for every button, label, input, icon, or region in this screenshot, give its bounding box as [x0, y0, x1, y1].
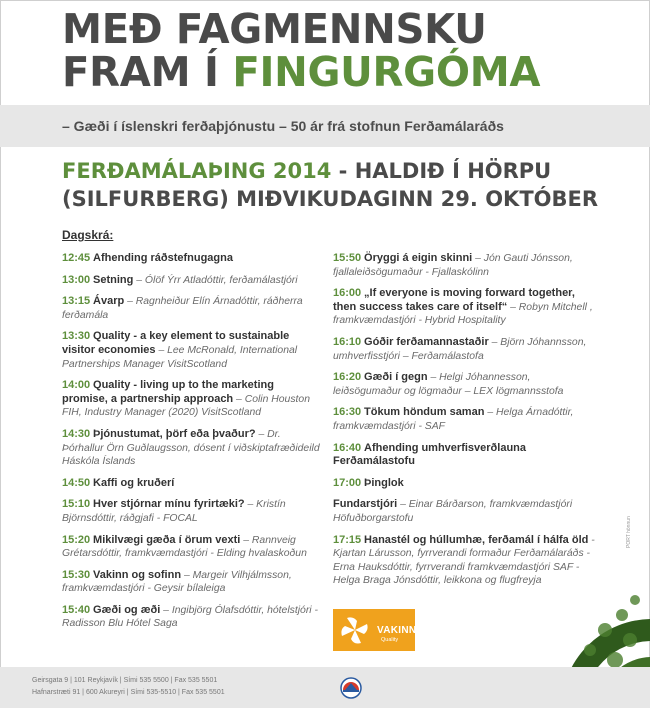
agenda-title: Kaffi og kruðerí: [93, 476, 175, 489]
agenda-item: [333, 252, 595, 279]
agenda-item: [62, 498, 320, 525]
agenda-time: 17:00: [333, 476, 362, 489]
agenda-speaker: – Colin Houston FIH, Industry Manager (2020) VisitScotland: [62, 393, 310, 419]
agenda-item: [62, 252, 320, 266]
agenda-time: 13:00: [62, 273, 91, 286]
agenda-speaker: – Ólöf Ýrr Atladóttir, ferðamálastjóri: [136, 274, 298, 286]
agenda-speaker: – Helgi Jóhannesson, leiðsögumaður og lögmaður – LEX lögmannsstofa: [333, 372, 564, 397]
title-line-2: [62, 48, 541, 96]
agenda-title: Afhending ráðstefnugagna: [93, 252, 233, 264]
agenda-item: [62, 428, 320, 469]
event-location-date: - HALDIÐ Í HÖRPU (SILFURBERG) MIÐVIKUDAGINN 29. OKTÓBER: [62, 159, 599, 211]
footer-address-akureyri: Hafnarstræti 91 | 600 Akureyri | Sími 535-5510 | Fax 535 5501: [32, 689, 225, 696]
agenda-label: Dagskrá:: [62, 228, 114, 242]
designer-credit: PORT hönnun: [626, 516, 632, 548]
agenda-time: 16:20: [333, 371, 362, 384]
agenda-left-column: [62, 252, 320, 639]
agenda-title: Gæði og æði: [93, 603, 161, 616]
agenda-speaker: – Kristín Björnsdóttir, ráðgjafi - FOCAL: [62, 499, 286, 524]
ferdamalastofa-emblem-icon: [340, 677, 362, 699]
agenda-speaker: – Ragnheiður Elín Árnadóttir, ráðherra ferðamála: [62, 296, 303, 321]
agenda-title: Hver stjórnar mínu fyrirtæki?: [93, 498, 245, 511]
title-line-2-prefix: FRAM Í: [62, 48, 233, 96]
agenda-item: [62, 330, 320, 371]
event-name: FERÐAMÁLAÞING 2014: [62, 159, 332, 183]
agenda-time: 13:30: [62, 330, 91, 343]
agenda-speaker: – Einar Bárðarson, framkvæmdastjóri Höfuðborgarstofu: [333, 499, 573, 524]
agenda-speaker: - Kjartan Lárusson, fyrrverandi formaður Ferðamálaráðs - Erna Hauksdóttir, fyrrverandi framkvæmdastjóri SAF - Helga Braga Jónsdóttir, leikkona og flugfreyja: [333, 534, 595, 587]
subtitle: – Gæði í íslenskri ferðaþjónustu – 50 ár frá stofnun Ferðamálaráðs: [62, 118, 504, 134]
agenda-item: [333, 534, 595, 588]
logo-sub: Quality: [381, 637, 399, 643]
agenda-title: Tökum höndum saman: [364, 406, 485, 419]
agenda-title: Góðir ferðamannastaðir: [364, 335, 489, 348]
agenda-item: [333, 406, 595, 433]
agenda-item: [62, 534, 320, 561]
agenda-time: 14:30: [62, 427, 91, 440]
agenda-item: [62, 604, 320, 631]
agenda-speaker: – Rannveig Grétarsdóttir, framkvæmdastjóri - Elding hvalaskoðun: [62, 534, 307, 560]
logo-name: VAKINN: [377, 625, 417, 636]
agenda-time: 16:00: [333, 287, 362, 300]
agenda-item: [62, 274, 320, 288]
agenda-item: [333, 371, 595, 398]
agenda-item: [333, 336, 595, 363]
agenda-title: Mikilvægi gæða í örum vexti: [93, 533, 241, 546]
agenda-item: [62, 295, 320, 322]
agenda-time: 16:30: [333, 406, 362, 419]
agenda-title: Hanastél og húllumhæ, ferðamál í hálfa öld: [364, 533, 589, 546]
agenda-time: 14:00: [62, 379, 91, 392]
agenda-speaker: – Ingibjörg Ólafsdóttir, hótelstjóri - Radisson Blu Hótel Saga: [62, 604, 318, 630]
subtitle-band: [0, 105, 650, 147]
agenda-title: Þjónustumat, þörf eða þvaður?: [93, 427, 256, 440]
agenda-title: Fundarstjóri: [333, 498, 398, 511]
agenda-time: 15:40: [62, 603, 91, 616]
agenda-item: [62, 477, 320, 491]
agenda-right-column: [333, 252, 595, 596]
title-line-2-highlight: FINGURGÓMA: [232, 48, 541, 96]
footer: [0, 667, 650, 708]
agenda-speaker: – Dr. Þórhallur Örn Guðlaugsson, dósent í viðskiptafræðideild Háskóla Íslands: [62, 428, 320, 468]
agenda-time: 15:20: [62, 533, 91, 546]
agenda-title: Öryggi á eigin skinni: [364, 252, 473, 264]
agenda-item: [333, 287, 595, 328]
agenda-speaker: – Robyn Mitchell , framkvæmdastjóri - Hybrid Hospitality: [333, 301, 593, 327]
agenda-time: 12:45: [62, 252, 91, 264]
agenda-time: 16:10: [333, 335, 362, 348]
agenda-title: Quality - a key element to sustainable visitor economies: [62, 330, 290, 356]
agenda-speaker: – Margeir Vilhjálmsson, framkvæmdastjóri - Geysir bílaleiga: [62, 569, 292, 595]
agenda-item: [333, 498, 595, 525]
agenda-speaker: – Helga Árnadóttir, framkvæmdastjóri - SAF: [333, 407, 574, 432]
agenda-time: 15:10: [62, 498, 91, 511]
agenda-title: Afhending umhverfisverðlauna Ferðamálastofu: [333, 441, 527, 468]
agenda-title: Vakinn og sofinn: [93, 568, 182, 581]
footer-address-reykjavik: Geirsgata 9 | 101 Reykjavík | Sími 535 5500 | Fax 535 5501: [32, 677, 218, 684]
agenda-speaker: – Björn Jóhannsson, umhverfisstjóri – Ferðamálastofa: [333, 336, 587, 362]
agenda-time: 14:50: [62, 476, 91, 489]
title-line-1: MEÐ FAGMENNSKU: [62, 5, 487, 53]
agenda-speaker: – Lee McRonald, International Partnerships Manager VisitScotland: [62, 344, 298, 370]
agenda-item: [333, 477, 595, 491]
agenda-time: 13:15: [62, 295, 91, 308]
vakinn-logo: [333, 609, 415, 651]
agenda-title: Þinglok: [364, 476, 404, 489]
agenda-speaker: – Jón Gauti Jónsson, fjallaleiðsögumaður - Fjallaskólinn: [333, 253, 573, 278]
agenda-item: [333, 442, 595, 469]
agenda-title: Quality - living up to the marketing promise, a partnership approach: [62, 379, 274, 405]
event-headline: [62, 157, 642, 213]
agenda-title: Setning: [93, 273, 134, 286]
agenda-time: 17:15: [333, 533, 362, 546]
page-title: [62, 5, 541, 96]
agenda-time: 16:40: [333, 441, 362, 454]
agenda-time: 15:30: [62, 568, 91, 581]
agenda-title: „If everyone is moving forward together, then success takes care of itself“: [333, 287, 575, 313]
agenda-item: [62, 379, 320, 420]
agenda-item: [62, 569, 320, 596]
vakinn-pinwheel-icon: [337, 615, 373, 645]
agenda-title: Gæði í gegn: [364, 371, 428, 384]
agenda-time: 15:50: [333, 252, 362, 264]
agenda-title: Ávarp: [93, 295, 125, 308]
